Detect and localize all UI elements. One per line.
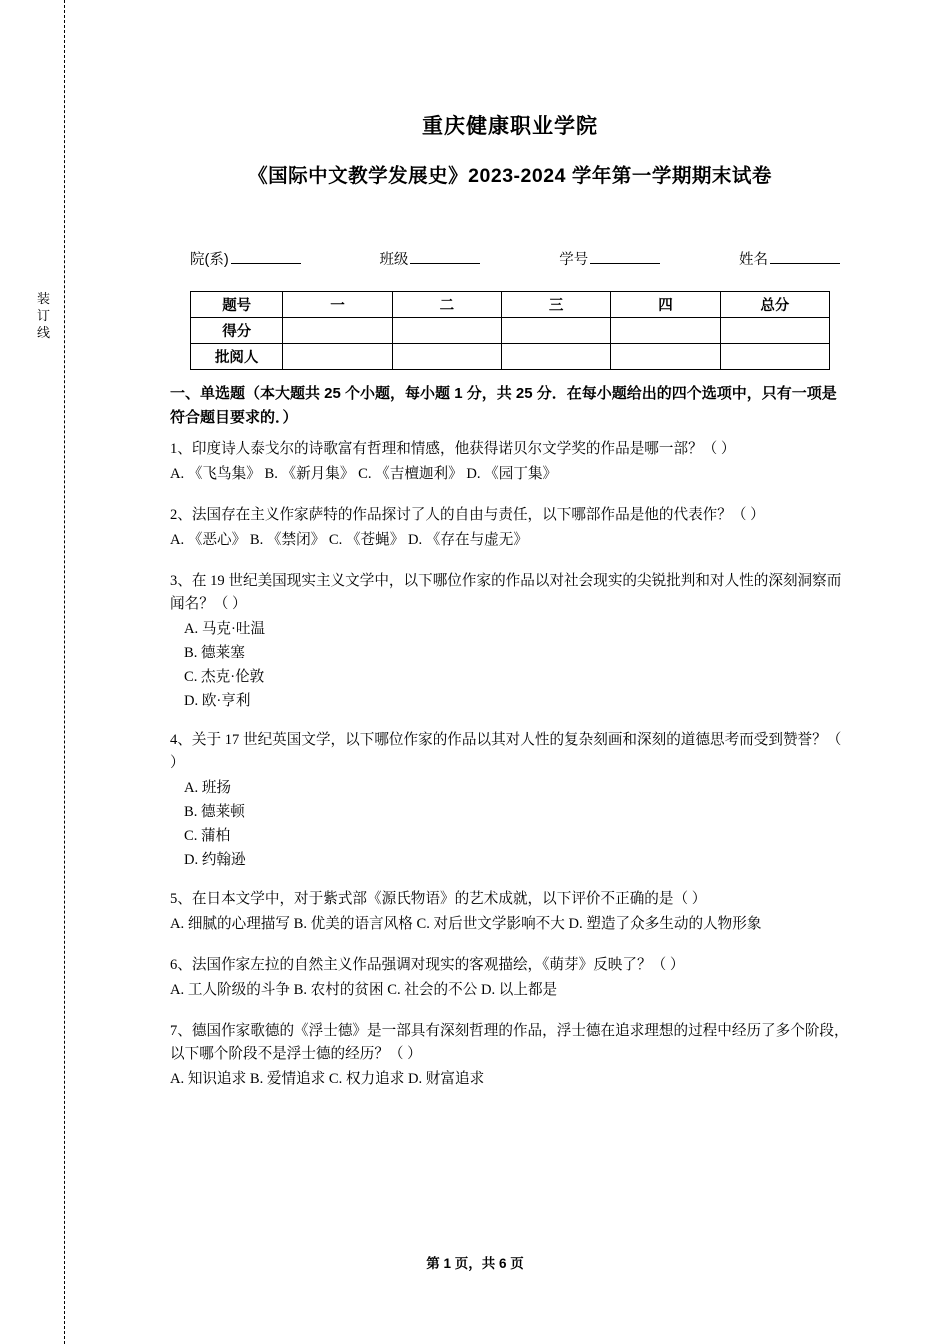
question-option[interactable]: B. 德莱顿 — [184, 804, 245, 820]
info-blank-name[interactable] — [770, 249, 840, 264]
score-table-cell[interactable] — [611, 344, 720, 370]
question-stem: 4、关于 17 世纪英国文学，以下哪位作家的作品以其对人性的复杂刻画和深刻的道德思考而受到赞誉？（ ） — [170, 732, 842, 771]
score-table-cell[interactable] — [392, 344, 501, 370]
score-table-cell: 总分 — [720, 292, 829, 318]
question-option[interactable]: A. 班扬 — [184, 780, 232, 796]
exam-title: 《国际中文教学发展史》2023-2024 学年第一学期期末试卷 — [248, 165, 772, 187]
question-option[interactable]: D. 约翰逊 — [184, 852, 246, 868]
score-table-cell[interactable] — [502, 344, 611, 370]
question-stem: 7、德国作家歌德的《浮士德》是一部具有深刻哲理的作品，浮士德在追求理想的过程中经历了多个阶段，以下哪个阶段不是浮士德的经历？（ ） — [170, 1023, 849, 1062]
page-footer: 第 1 页，共 6 页 — [426, 1256, 524, 1271]
score-table-cell[interactable] — [283, 318, 392, 344]
question-stem: 1、印度诗人泰戈尔的诗歌富有哲理和情感，他获得诺贝尔文学奖的作品是哪一部？（ ） — [170, 441, 736, 457]
question-item — [170, 504, 850, 552]
table-row — [191, 344, 830, 370]
table-row — [191, 318, 830, 344]
score-table-row-header: 题号 — [191, 292, 283, 318]
question-stem: 2、法国存在主义作家萨特的作品探讨了人的自由与责任，以下哪部作品是他的代表作？（ ） — [170, 507, 765, 523]
binding-dashed-line — [64, 0, 65, 1344]
score-table-cell[interactable] — [720, 344, 829, 370]
question-item — [170, 1020, 850, 1091]
question-stem: 3、在 19 世纪美国现实主义文学中，以下哪位作家的作品以对社会现实的尖锐批判和对人性的深刻洞察而闻名？（ ） — [170, 573, 842, 612]
question-options-inline[interactable]: A. 《飞鸟集》 B. 《新月集》 C. 《吉檀迦利》 D. 《园丁集》 — [170, 466, 558, 482]
score-table-cell[interactable] — [502, 318, 611, 344]
info-field-department — [190, 248, 301, 269]
score-table-cell: 四 — [611, 292, 720, 318]
score-table-cell[interactable] — [611, 318, 720, 344]
question-options-inline[interactable]: A. 细腻的心理描写 B. 优美的语言风格 C. 对后世文学影响不大 D. 塑造了众多生动的人物形象 — [170, 916, 762, 932]
question-item — [170, 438, 850, 486]
question-option[interactable]: B. 德莱塞 — [184, 645, 245, 661]
score-table-cell[interactable] — [283, 344, 392, 370]
question-option[interactable]: C. 杰克·伦敦 — [184, 669, 265, 685]
score-table-row-header: 得分 — [191, 318, 283, 344]
question-options-inline[interactable]: A. 《恶心》 B. 《禁闭》 C. 《苍蝇》 D. 《存在与虚无》 — [170, 532, 528, 548]
page-content — [170, 110, 850, 1111]
info-field-name — [739, 248, 840, 269]
question-stem: 6、法国作家左拉的自然主义作品强调对现实的客观描绘，《萌芽》反映了？（ ） — [170, 957, 685, 973]
question-item — [170, 729, 850, 872]
info-label-class: 班级 — [379, 252, 409, 268]
info-label-department: 院(系) — [190, 252, 229, 268]
score-table — [190, 291, 830, 370]
score-table-row-header: 批阅人 — [191, 344, 283, 370]
question-option[interactable]: C. 蒲柏 — [184, 828, 231, 844]
score-table-cell[interactable] — [392, 318, 501, 344]
question-stem: 5、在日本文学中，对于紫式部《源氏物语》的艺术成就，以下评价不正确的是（ ） — [170, 891, 707, 907]
info-blank-student-id[interactable] — [590, 249, 660, 264]
question-option[interactable]: D. 欧·亨利 — [184, 693, 251, 709]
info-field-class — [379, 248, 480, 269]
question-options-inline[interactable]: A. 知识追求 B. 爱情追求 C. 权力追求 D. 财富追求 — [170, 1071, 485, 1087]
student-info-row — [190, 248, 840, 269]
info-field-student-id — [559, 248, 660, 269]
table-row — [191, 292, 830, 318]
question-item — [170, 954, 850, 1002]
score-table-cell: 三 — [502, 292, 611, 318]
score-table-cell: 二 — [392, 292, 501, 318]
question-option[interactable]: A. 马克·吐温 — [184, 621, 266, 637]
school-title: 重庆健康职业学院 — [422, 115, 598, 138]
info-blank-class[interactable] — [410, 249, 480, 264]
score-table-cell: 一 — [283, 292, 392, 318]
info-label-name: 姓名 — [738, 252, 768, 268]
question-item — [170, 888, 850, 936]
info-blank-department[interactable] — [231, 249, 301, 264]
score-table-cell[interactable] — [720, 318, 829, 344]
info-label-student-id: 学号 — [559, 252, 589, 268]
question-options-inline[interactable]: A. 工人阶级的斗争 B. 农村的贫困 C. 社会的不公 D. 以上都是 — [170, 982, 558, 998]
question-item — [170, 570, 850, 713]
binding-label: 装订线 — [36, 291, 51, 340]
section-heading: 一、单选题（本大题共 25 个小题，每小题 1 分，共 25 分．在每小题给出的四个选项中，只有一项是符合题目要求的．） — [170, 385, 837, 426]
